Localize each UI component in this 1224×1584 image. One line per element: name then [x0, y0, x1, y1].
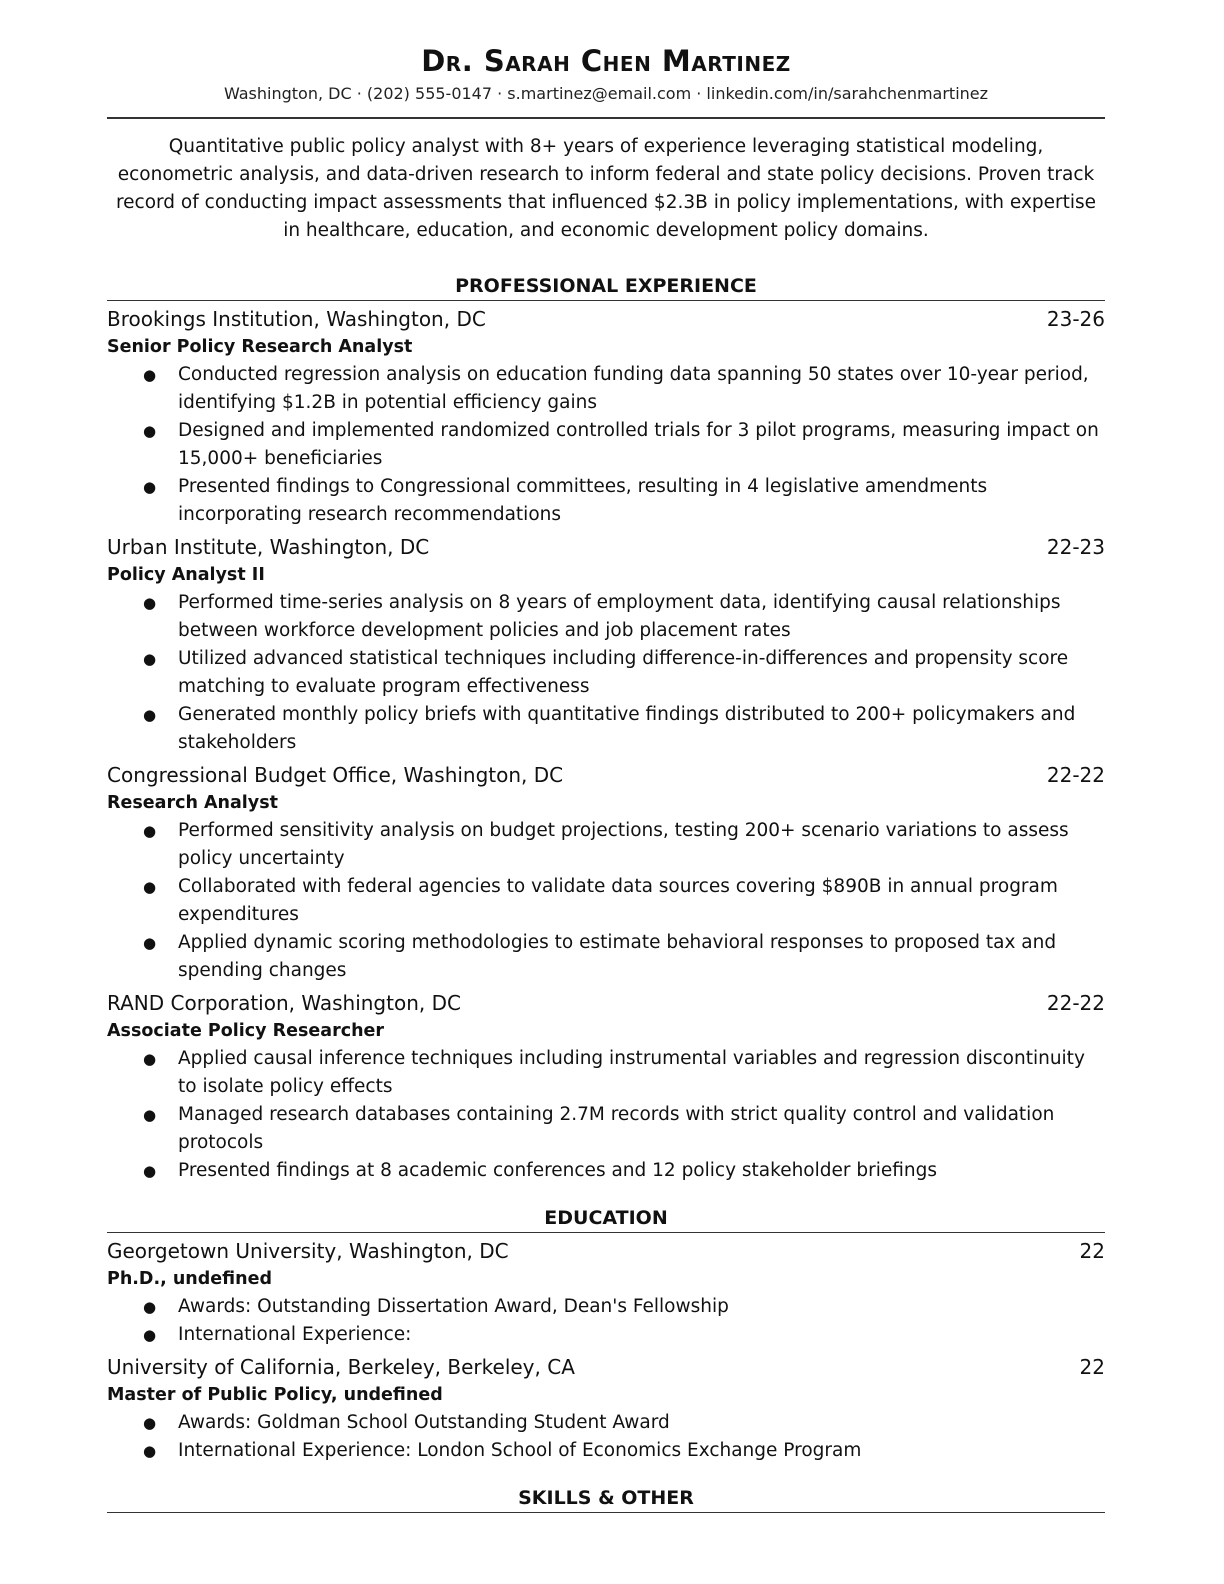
header-divider: [107, 117, 1105, 119]
bullet-list: [107, 1293, 1105, 1349]
bullet-item: ● Presented findings to Congressional committees, resulting in 4 legislative amendments incorporating research recommendations: [107, 473, 1105, 529]
section-divider: [107, 300, 1105, 301]
bullet-list: [107, 817, 1105, 985]
dates: 22-22: [1046, 991, 1105, 1015]
resume-page: [107, 0, 1105, 1513]
experience-entry: [107, 761, 1105, 985]
dates: 22-23: [1046, 535, 1105, 559]
dates: 22: [1079, 1239, 1105, 1263]
experience-entry: [107, 305, 1105, 529]
organization: Georgetown University, Washington, DC: [107, 1239, 509, 1263]
candidate-name: Dr. Sarah Chen Martinez: [421, 44, 791, 78]
entry-header: [107, 1353, 1105, 1381]
bullet-item: ● Performed time-series analysis on 8 years of employment data, identifying causal relationships between workforce development policies and job placement rates: [107, 589, 1105, 645]
organization: Congressional Budget Office, Washington, DC: [107, 763, 564, 787]
experience-list: [107, 305, 1105, 1185]
entry-header: [107, 989, 1105, 1017]
experience-entry: [107, 989, 1105, 1185]
bullet-item: ● International Experience: London School of Economics Exchange Program: [107, 1437, 1105, 1465]
entry-header: [107, 533, 1105, 561]
role-title: Master of Public Policy, undefined: [107, 1385, 443, 1405]
bullet-list: [107, 1045, 1105, 1185]
contact-line: Washington, DC · (202) 555-0147 · s.martinez@email.com · linkedin.com/in/sarahchenmartinez: [223, 84, 989, 103]
role-title: Policy Analyst II: [107, 565, 265, 585]
bullet-list: [107, 589, 1105, 757]
education-entry: [107, 1237, 1105, 1349]
dates: 23-26: [1046, 307, 1105, 331]
section-title-skills: SKILLS & OTHER: [518, 1487, 694, 1509]
bullet-item: ● Managed research databases containing 2.7M records with strict quality control and validation protocols: [107, 1101, 1105, 1157]
section-title-education: EDUCATION: [544, 1207, 668, 1229]
organization: Brookings Institution, Washington, DC: [107, 307, 486, 331]
dates: 22: [1079, 1355, 1105, 1379]
role-title: Research Analyst: [107, 793, 278, 813]
education-entry: [107, 1353, 1105, 1465]
bullet-item: ● Applied dynamic scoring methodologies to estimate behavioral responses to proposed tax and spending changes: [107, 929, 1105, 985]
bullet-item: ● Awards: Outstanding Dissertation Award, Dean's Fellowship: [107, 1293, 1105, 1321]
bullet-item: ● Collaborated with federal agencies to validate data sources covering $890B in annual program expenditures: [107, 873, 1105, 929]
section-divider: [107, 1512, 1105, 1513]
bullet-list: [107, 1409, 1105, 1465]
section-title-experience: PROFESSIONAL EXPERIENCE: [455, 275, 757, 297]
bullet-item: ● Applied causal inference techniques including instrumental variables and regression discontinuity to isolate policy effects: [107, 1045, 1105, 1101]
bullet-item: ● Performed sensitivity analysis on budget projections, testing 200+ scenario variations to assess policy uncertainty: [107, 817, 1105, 873]
organization: Urban Institute, Washington, DC: [107, 535, 430, 559]
professional-summary: Quantitative public policy analyst with 8+ years of experience leveraging statistical modeling, econometric analysis, and data-driven research to inform federal and state policy decisions. Proven track record of conducting impact assessments that influenced $2.3B in policy implementations, with expertise in healthcare, education, and economic development policy domains.: [115, 136, 1097, 241]
bullet-item: ● Utilized advanced statistical techniques including difference-in-differences and propensity score matching to evaluate program effectiveness: [107, 645, 1105, 701]
entry-header: [107, 305, 1105, 333]
bullet-item: ● International Experience:: [107, 1321, 1105, 1349]
bullet-item: ● Awards: Goldman School Outstanding Student Award: [107, 1409, 1105, 1437]
section-divider: [107, 1232, 1105, 1233]
entry-header: [107, 1237, 1105, 1265]
bullet-list: [107, 361, 1105, 529]
bullet-item: ● Conducted regression analysis on education funding data spanning 50 states over 10-year period, identifying $1.2B in potential efficiency gains: [107, 361, 1105, 417]
bullet-item: ● Designed and implemented randomized controlled trials for 3 pilot programs, measuring impact on 15,000+ beneficiaries: [107, 417, 1105, 473]
dates: 22-22: [1046, 763, 1105, 787]
role-title: Associate Policy Researcher: [107, 1021, 385, 1041]
role-title: Senior Policy Research Analyst: [107, 337, 413, 357]
bullet-item: ● Generated monthly policy briefs with quantitative findings distributed to 200+ policymakers and stakeholders: [107, 701, 1105, 757]
experience-entry: [107, 533, 1105, 757]
organization: University of California, Berkeley, Berkeley, CA: [107, 1355, 575, 1379]
entry-header: [107, 761, 1105, 789]
education-list: [107, 1237, 1105, 1465]
role-title: Ph.D., undefined: [107, 1269, 272, 1289]
bullet-item: ● Presented findings at 8 academic conferences and 12 policy stakeholder briefings: [107, 1157, 1105, 1185]
organization: RAND Corporation, Washington, DC: [107, 991, 461, 1015]
